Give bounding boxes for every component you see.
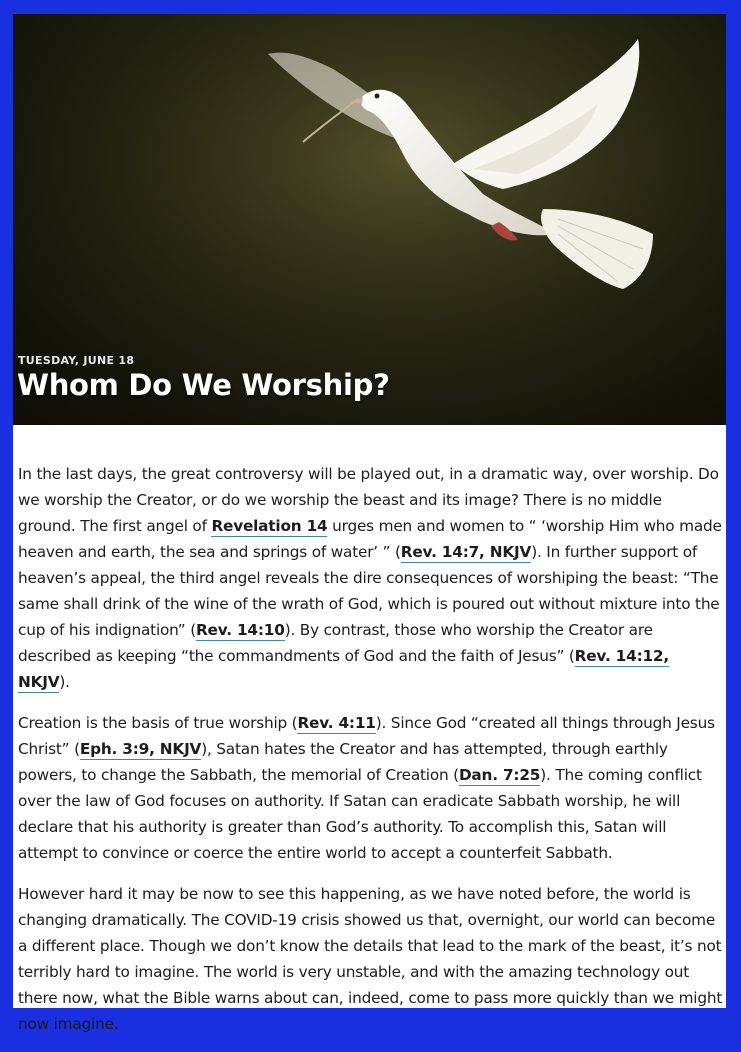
paragraph-text: ). In further support of heaven’s appeal, the third angel reveals the dire consequences of worshiping the beast: “The same shall drink of the wine of the wrath of God, which is poured out without mixture into the cup of his indignation” ( bbox=[18, 543, 720, 639]
scripture-link[interactable]: Dan. 7:25 bbox=[458, 766, 541, 784]
paragraph-text: Creation is the basis of true worship ( bbox=[18, 714, 298, 732]
paragraph-text: urges men and women to “ ‘worship Him who made heaven and earth, the sea and springs of water’ ” ( bbox=[18, 517, 722, 561]
scripture-link[interactable]: Rev. 4:11 bbox=[297, 714, 376, 732]
scripture-link[interactable]: Revelation 14 bbox=[211, 517, 328, 535]
paragraph-text: ), Satan hates the Creator and has attempted, through earthly powers, to change the Sabbath, the memorial of Creation ( bbox=[18, 740, 668, 784]
lesson-date: TUESDAY, JUNE 18 bbox=[18, 354, 135, 367]
paragraph-text: In the last days, the great controversy will be played out, in a dramatic way, over worship. Do we worship the Creator, or do we worship the beast and its image? There is no middle ground. The first angel of bbox=[18, 465, 719, 535]
paragraph bbox=[18, 710, 724, 866]
paragraph-text: ). The coming conflict over the law of God focuses on authority. If Satan can eradicate Sabbath worship, he will declare that his authority is greater than God’s authority. To accomplish this, Satan will attempt to convince or coerce the entire world to accept a counterfeit Sabbath. bbox=[18, 766, 702, 862]
scripture-link[interactable]: Rev. 14:7, NKJV bbox=[400, 543, 532, 561]
paragraph-text: ). Since God “created all things through Jesus Christ” ( bbox=[18, 714, 715, 758]
devotional-card bbox=[13, 14, 726, 1033]
paragraph bbox=[18, 461, 724, 695]
article-body bbox=[18, 461, 724, 1052]
paragraph-text: However hard it may be now to see this happening, as we have noted before, the world is changing dramatically. The COVID-19 crisis showed us that, overnight, our world can become a different place. Though we don’t know the details that lead to the mark of the beast, it’s not terribly hard to imagine. The world is very unstable, and with the amazing technology out there now, what the Bible warns about can, indeed, come to pass more quickly than we might now imagine. bbox=[18, 885, 723, 1033]
hero-banner bbox=[13, 14, 726, 425]
scripture-link[interactable]: Rev. 14:10 bbox=[195, 621, 285, 639]
paragraph-text: ). By contrast, those who worship the Creator are described as keeping “the commandments of God and the faith of Jesus” ( bbox=[18, 621, 653, 665]
page-title: Whom Do We Worship? bbox=[17, 368, 390, 402]
scripture-link[interactable]: Rev. 14:12, NKJV bbox=[18, 647, 669, 691]
scripture-link[interactable]: Eph. 3:9, NKJV bbox=[79, 740, 202, 758]
paragraph-text: ). bbox=[59, 673, 70, 691]
paragraph bbox=[18, 881, 724, 1037]
